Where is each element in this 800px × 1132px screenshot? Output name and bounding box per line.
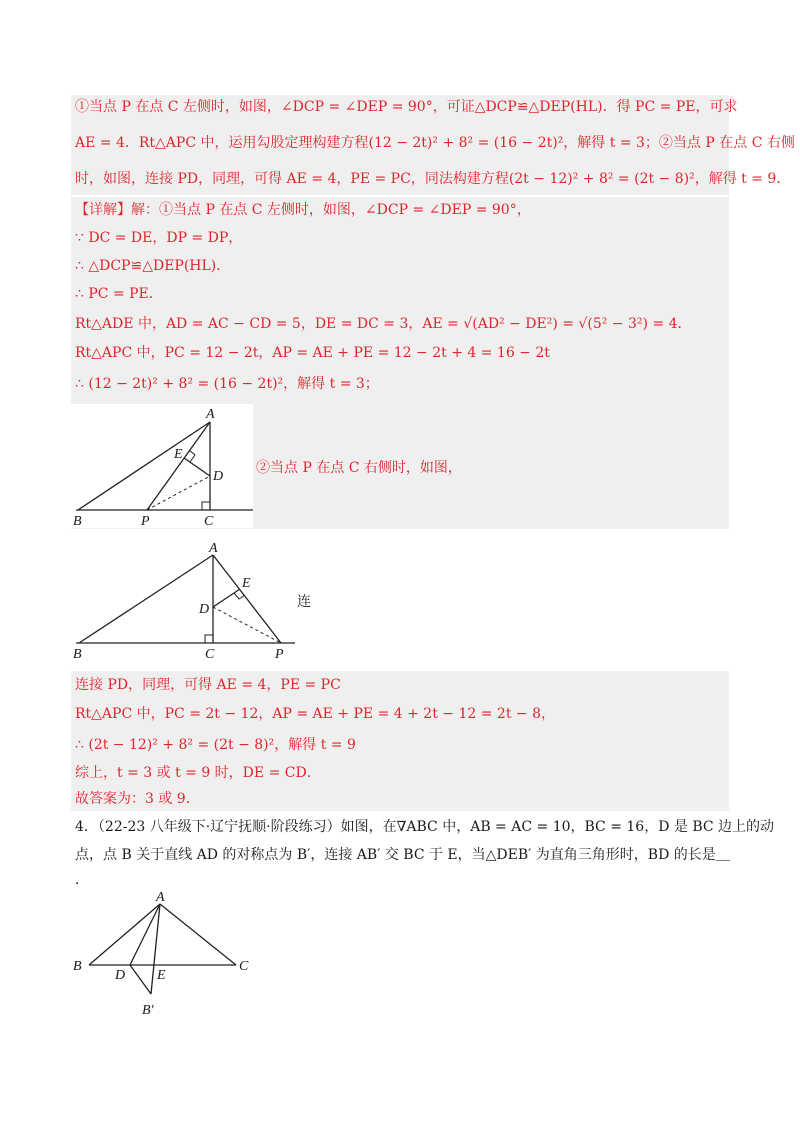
detail-step-3: ∴ PC = PE． — [75, 286, 163, 302]
fig2-label-a: A — [209, 541, 218, 556]
fig2-label-c: C — [205, 647, 215, 662]
detail-heading — [75, 200, 531, 220]
detail-step-8: Rt△APC 中，PC = 2t − 12，AP = AE + PE = 4 + 2t − 12 = 2t − 8， — [75, 706, 555, 722]
detail-head-rest: ①当点 P 在点 C 左侧时，如图，∠DCP = ∠DEP = 90°， — [159, 202, 531, 218]
fig1-label-c: C — [204, 514, 214, 528]
detail-step-5: Rt△APC 中，PC = 12 − 2t，AP = AE + PE = 12 − 2t + 4 = 16 − 2t — [75, 345, 550, 361]
figure-3 — [71, 890, 271, 1020]
fig1-label-a: A — [206, 407, 215, 422]
detail-step-11: 故答案为：3 或 9． — [75, 791, 200, 807]
fig2-label-d: D — [199, 602, 210, 617]
fig3-label-c: C — [239, 959, 249, 974]
fig2-line-ap — [213, 555, 281, 643]
fig3-line-ad — [130, 904, 160, 965]
fig1-right-angle-e — [189, 450, 195, 462]
fig1-label-b: B — [73, 514, 82, 528]
analysis-line-2: AE = 4．Rt△APC 中，运用勾股定理构建方程(12 − 2t)² + 8² = (16 − 2t)²，解得 t = 3；②当点 P 在点 C 右侧 — [75, 135, 795, 151]
fig2-line-ab — [79, 555, 213, 643]
fig3-line-ab — [89, 904, 160, 965]
detail-step-6: ∴ (12 − 2t)² + 8² = (16 − 2t)²，解得 t = 3； — [75, 376, 379, 392]
fig1-line-ed — [184, 458, 210, 476]
analysis-line-3: 时，如图，连接 PD，同理，可得 AE = 4，PE = PC，同法构建方程(2t − 12)² + 8² = (2t − 8)²，解得 t = 9． — [75, 171, 791, 187]
fig3-label-d: D — [115, 968, 126, 983]
detail-step-4: Rt△ADE 中，AD = AC − CD = 5，DE = DC = 3，AE = √(AD² − DE²) = √(5² − 3²) = 4． — [75, 316, 692, 332]
detail-step-1: ∵ DC = DE，DP = DP， — [75, 230, 243, 246]
fragment-lian: 连 — [297, 594, 311, 610]
fig3-line-db2 — [130, 965, 151, 994]
fig1-line-pd — [147, 476, 210, 510]
fig1-label-p: P — [141, 514, 150, 528]
question-4-line-3: ． — [75, 872, 89, 888]
detail-step-2: ∴ △DCP≌△DEP(HL)． — [75, 258, 231, 274]
fig2-label-e: E — [242, 576, 251, 591]
fig3-label-e: E — [157, 968, 166, 983]
case-2-intro: ②当点 P 在点 C 右侧时，如图， — [256, 460, 462, 476]
fig2-right-angle-c — [205, 635, 213, 643]
fig2-line-dp — [213, 607, 281, 643]
detail-head-label: 【详解】解： — [75, 202, 159, 218]
question-4-line-2: 点，点 B 关于直线 AD 的对称点为 B′，连接 AB′ 交 BC 于 E，当△DEB′ 为直角三角形时，BD 的长是＿ — [75, 847, 730, 863]
fig1-label-d: D — [213, 469, 224, 484]
detail-step-9: ∴ (2t − 12)² + 8² = (2t − 8)²，解得 t = 9 — [75, 737, 356, 753]
figure-2 — [71, 540, 311, 662]
fig1-line-ab — [78, 422, 210, 510]
fig2-label-p: P — [275, 647, 284, 662]
detail-step-7: 连接 PD，同理，可得 AE = 4，PE = PC — [75, 677, 341, 693]
fig3-label-a: A — [156, 890, 165, 905]
fig3-label-b: B — [73, 959, 82, 974]
detail-step-10: 综上，t = 3 或 t = 9 时，DE = CD． — [75, 765, 321, 781]
question-4-line-1: 4．（22-23 八年级下·辽宁抚顺·阶段练习）如图，在∇ABC 中，AB = AC = 10，BC = 16，D 是 BC 边上的动 — [75, 819, 775, 835]
fig1-right-angle-c — [202, 502, 210, 510]
fig2-label-b: B — [73, 647, 82, 662]
fig1-line-ap — [147, 422, 210, 510]
fig3-line-ac — [160, 904, 236, 965]
figure-1 — [71, 404, 261, 528]
fig2-line-de — [213, 589, 240, 607]
fig3-label-b2: B′ — [142, 1003, 154, 1018]
fig1-label-e: E — [174, 447, 183, 462]
analysis-line-1: ①当点 P 在点 C 左侧时，如图，∠DCP = ∠DEP = 90°，可证△DCP≌△DEP(HL)．得 PC = PE，可求 — [75, 99, 738, 115]
